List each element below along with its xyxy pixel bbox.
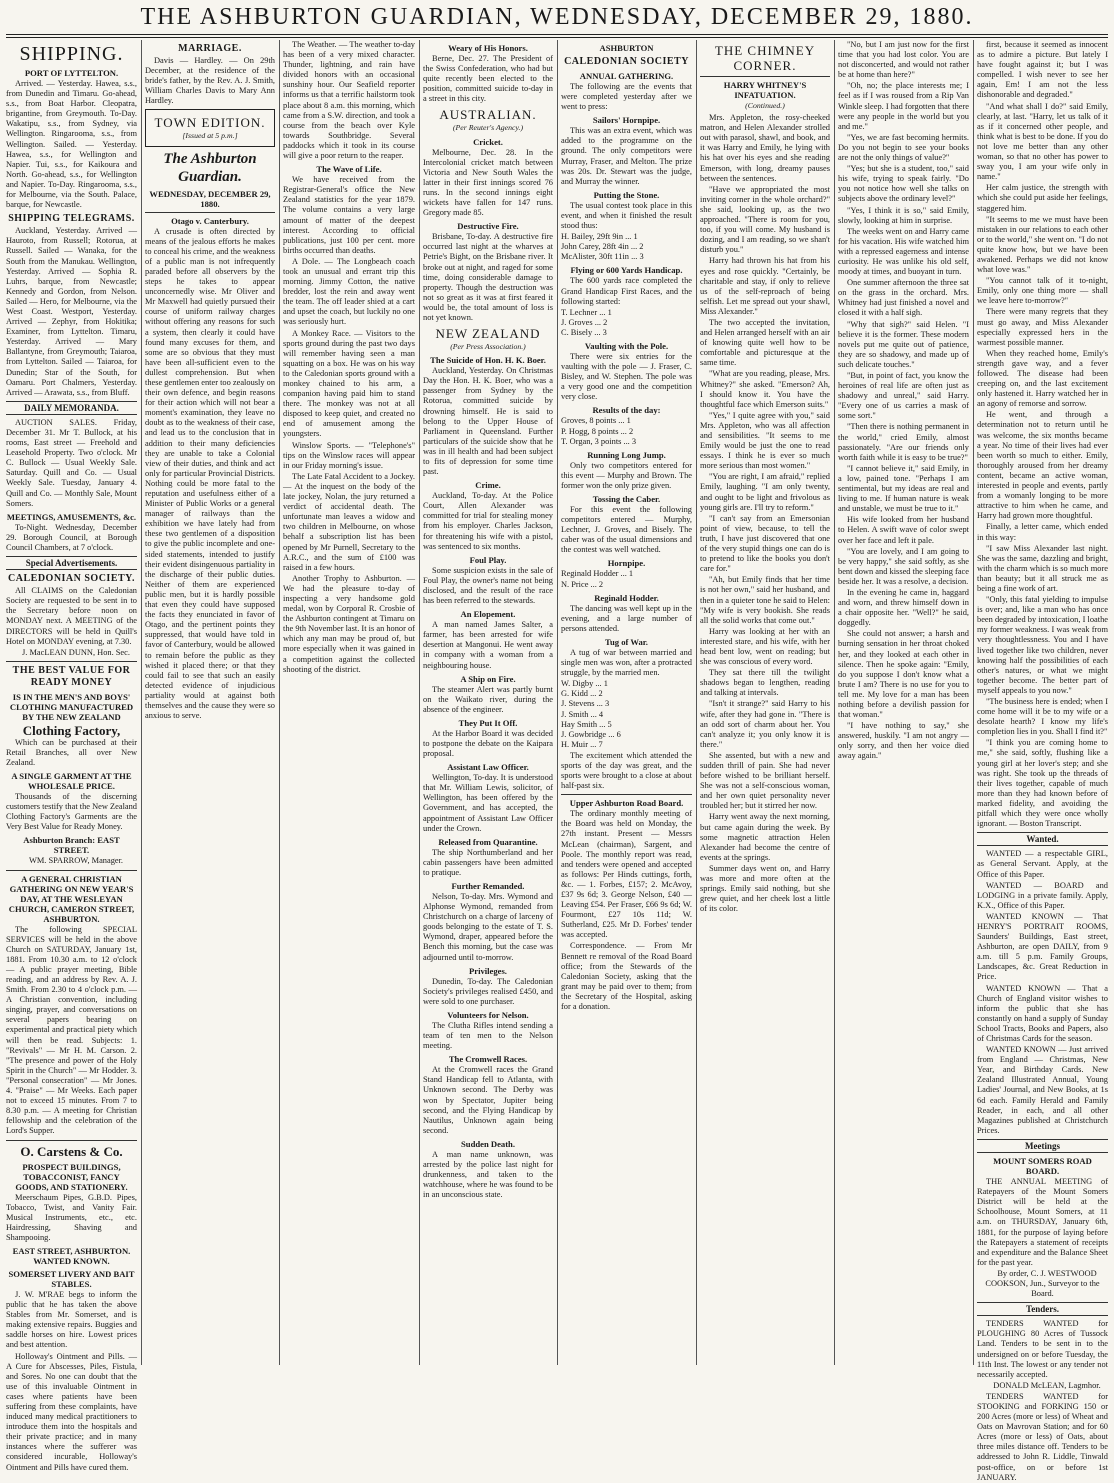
dateline: WEDNESDAY, DECEMBER 29, 1880. [149,188,271,209]
elopement-text: A man named James Salter, a farmer, has been arrested for wife desertion at Mangonui. He went away in company with a woman from a neighbouring house. [423,620,553,670]
story-paragraph: "I cannot believe it," said Emily, in a low, pained tone. "Perhaps I am sentimental, but my ideas are real and living to me. If human nature is weak and unstable, we must be true to it." [838,463,969,514]
assistant-title: Assistant Law Officer. [447,762,529,773]
carstens-sub: PROSPECT BUILDINGS, TOBACCONIST, FANCY GOODS, AND STATIONERY. [15,1161,128,1192]
column-1 [6,40,137,1472]
shipping-text: Arrived. — Yesterday. Hawea, s.s., from Dunedin and Timaru. Go-ahead, s.s., from Boat Harbor. Cleopatra, brigantine, from Greymouth. To-Day. Wakatipu, s.s., from Sydney, via Wellington. Ringarooma, s.s., from Wellington. Sailed. — Yesterday. Hawea, s.s., for Wellington and Napier. Tui, s.s., for Kaikoura and North. Go-ahead, s.s., for Wellington and Napier. To-Day. Ringarooma, s.s., for Melbourne, via the South. Palace, barque, for Newcastle. [6,79,137,210]
story-paragraph: first, because it seemed as innocent as to admire a picture. But lately I have fought against it; but I was compelled. I wish never to see her again, Em! I am not the less dishonorable and degraded." [977,40,1108,100]
manager-sign: WM. SPARROW, Manager. [28,856,124,866]
sailors-title: Sailors' Hornpipe. [592,115,661,126]
privileges-text: Dunedin, To-day. The Caledonian Society's privileges realised £450, and were sold to one purchaser. [423,976,553,1006]
result-row: H. Bailey, 29ft 9in ... 1 [561,232,638,242]
story-paragraph: There were many regrets that they must go away, and Miss Alexander especially expressed hers in the warmest possible manner. [977,307,1108,347]
elopement-title: An Elopement. [460,609,516,620]
remanded-text: Nelson, To-day. Mrs. Wymond and Alphonse Wymond, remanded from Christchurch on a charge of larceny of goods belonging to the estate of T. S. Wymond, draper, appeared before the Bench this morning, but the case was adjourned until to-morrow. [423,892,553,962]
story-paragraph: "Have we appropriated the most inviting corner in the whole orchard?" she said, looking up, as the two approached. "There is room for you, too, if you will come. My husband is dozing, and I am reading, so we shan't disturb you." [700,184,830,255]
cricket-text: Melbourne, Dec. 28. In the Intercolonial cricket match between Victoria and New South Wales the latter in their first innings scored 76 runs. In the second innings eight wickets have fallen for 147 runs. Gregory made 85. [423,147,553,218]
reel-text: The dancing was well kept up in the evening, and a large number of persons attended. [561,603,692,633]
road-board-title: Upper Ashburton Road Board. [569,798,684,809]
foul-text: Some suspicion exists in the sale of Foul Play, the owner's name not being disclosed, and the result of the race has been referred to the stewards. [423,565,553,606]
column-6 [700,40,830,1365]
ship-text: The steamer Alert was partly burnt on the Waikato river, during the absence of the engineer. [423,684,553,714]
quarantine-text: The ship Northumberland and her cabin passengers have been admitted to pratique. [423,847,553,877]
mens-boys: IS IN THE MEN'S AND BOYS' CLOTHING MANUFACTURED BY THE NEW ZEALAND [9,691,134,722]
australian-sub: (Per Reuter's Agency.) [452,123,524,133]
marriage-heading: MARRIAGE. [178,43,242,54]
column-rule [973,40,974,1365]
town-edition-box [145,109,275,146]
wanted-ad: WANTED KNOWN — That HENRY'S PORTRAIT ROOMS, Saunders' Buildings, East street, Ashburton, are open DAILY, from 9 a.m. till 5 p.m. Family Groups, Landscapes, &c. Great Reduction in Price. [977,911,1108,982]
column-rule [419,40,420,1365]
story-paragraph: "I saw Miss Alexander last night. She was the same, dazzling and bright, with the charm which is so much more than beauty; but it all struck me as being a fine work of art. [977,543,1108,593]
story-paragraph: When they reached home, Emily's strength gave way, and a fever followed. The disease had been creeping on, and the last excitement only hastened it. Harry watched her in an agony of remorse and sorrow. [977,348,1108,409]
putting-title: Putting the Stone. [593,189,660,200]
masthead: THE ASHBURTON GUARDIAN, WEDNESDAY, DECEMBER 29, 1880. [140,4,974,30]
shipping-port: PORT OF LYTTELTON. [24,68,119,78]
races-title: The Cromwell Races. [448,1054,528,1065]
crime-title: Crime. [475,480,501,491]
column-8 [977,40,1108,1482]
long-jump-text: Only two competitors entered for this event — Murphy and Brown. The former won the only prize given. [561,460,692,490]
column-rule [141,40,142,1365]
single-garment: A SINGLE GARMENT AT THE WHOLESALE PRICE. [11,771,132,792]
story-paragraph: "What are you reading, please, Mrs. Whitney?" she asked. "Emerson? Ah, I should know it. You have the thoughtful face which Emerson suits." [700,369,830,409]
clothing-text: Which can be purchased at their Retail Branches, all over New Zealand. [6,737,137,767]
livery-heading: EAST STREET, ASHBURTON. WANTED KNOWN. [12,1245,131,1266]
long-jump-title: Running Long Jump. [587,449,666,460]
divider [561,794,692,795]
carstens-text: Meerschaum Pipes, G.B.D. Pipes, Tobacco, Twist, and Vanity Fair. Musical Instruments, etc., etc. Hairdressing, Shaving and Shampooing. [6,1192,137,1242]
shipping-heading: SHIPPING. [19,43,124,65]
reel-title: Reginald Hodder. [594,592,659,603]
meeting-ad-text: THE ANNUAL MEETING of Ratepayers of the Mount Somers District will be held at the Schoolhouse, Mount Somers, at 11 a.m. on THURSDAY, January 6th, 1881, for the purpose of laying before the Ratepayers a statement of receipts and expenditure and the Balance Sheet for the past year. [977,1177,1108,1267]
story-paragraph: Harry had thrown his hat from his eyes and rose quickly. "Certainly, be charitable and stay, if only to relieve us of the self-reproach of being selfish. Let me spread out your shawl, Miss Alexander." [700,256,830,316]
divider [700,76,830,77]
road-board-text: The ordinary monthly meeting of the Board was held on Monday, the 27th instant. Present — Messrs McLean (chairman), Sargent, and Poole. The monthly report was read, and tenders were opened and accepted as follows: Per Hinds cuttings, forth, &c. — 1. Forbes, £157; 2. McAvoy, £37 9s 6d; 3. George Nelson, £40 — Leaving £54. Per Fraser, £66 9s 6d; W. Fourmont, £27 10s 11d; W. Sutherland, £25. Mr D. Forbes' tender was accepted. [561,809,692,940]
suicide-title: The Suicide of Hon. H. K. Boer. [430,355,546,366]
suicide-text: Auckland, Yesterday. On Christmas Day the Hon. H. K. Boer, who was a passenger from Sydney by the Rotorua, committed suicide by drowning himself. He is said to belong to the Upper House of Parliament in Queensland. Further particulars of the suicide show that he was in ill health and had been subject to fits of depression for some time past. [423,366,553,477]
fatal-text: The Late Fatal Accident to a Jockey. — At the inquest on the body of the late jockey, Nolan, the jury returned a verdict of accidental death. The unfortunate man leaves a widow and two children in Melbourne, on whose behalf a subscription list has been opened by Mr Purnell, Secretary to the A.R.C., and the sum of £100 was raised in a few hours. [283,471,415,572]
dole-text: A Dole. — The Longbeach coach took an unusual and errant trip this morning. Jimmy Cotton, the native bredder, lost the rein and away went the team. The off leader shied at a cart and upset the coach, but luckily no one was seriously hurt. [283,256,415,327]
holloway-text: Holloway's Ointment and Pills. — A Cure for Abscesses, Piles, Fistula, and Sores. No one can doubt that the use of this invaluable Ointment in cases where patients have been suffering from these complaints, have induced many medical practitioners to introduce them into the hospitals and their private practice; and in many instances where the sufferer was considered incurable, Holloway's Ointment and Pills have cured them. [6,1351,137,1472]
column-rule [834,40,835,1365]
gathering-heading: ANNUAL GATHERING. [579,71,674,81]
column-2 [145,40,275,1365]
tug-text: A tug of war between married and single men was won, after a protracted struggle, by the married men. [561,647,692,678]
story-paragraph: "Yes; but she is a student, too," said his wife, trying to speak fairly. "Do you not notice how well she talks on subjects above the ordinary level?" [838,164,969,204]
wanted-ad: WANTED — BOARD and LODGING in a private family. Apply, K.X., Office of this Paper. [977,880,1108,910]
masthead-rule [6,34,1108,35]
column-rule [279,40,280,1365]
story-paragraph: "Oh, no; the place interests me; I feel as if I was roused from a Rip Van Winkle sleep. I had forgotten that there were any people in the world but you and me." [838,81,969,131]
meetings-heading: MEETINGS, AMUSEMENTS, &c. [6,511,137,522]
meeting-ad-heading: MOUNT SOMERS ROAD BOARD. [993,1156,1092,1177]
wanted-ad: WANTED KNOWN — Just arrived from England — Christmas, New Year, and Birthday Cards. New Zealand Illustrated Annual, Young Ladies' Journal, and New Books, at 1s 6d each. Family Herald and Family Reader, in each, and all other Magazines published at Christchurch Prices. [977,1045,1108,1135]
caledonian-sign: J. MacLEAN DUNN, Hon. Sec. [22,647,130,657]
story-paragraph: She assented, but with a new and sudden thrill of pain. She had never before wished to be brilliant herself. She was not a self-conscious woman, and her own quiet personality never troubled her; but it stirred her now. [700,750,830,811]
column-7 [838,40,969,1365]
volunteers-text: The Clutha Rifles intend sending a team of ten men to the Nelson meeting. [423,1020,553,1051]
story-continued: (Continued.) [745,101,785,110]
tender-ad: TENDERS WANTED for PLOUGHING 80 Acres of Tussock Land. Tenders to be sent in to the undersigned on or before Tuesday, the 11th Inst. The lowest or any tender not necessarily accepted. [977,1319,1108,1379]
closing-text: The excitement which attended the sports of the day was great, and the sports were brought to a close at about half-past six. [561,750,692,791]
quarantine-title: Released from Quarantine. [438,836,538,847]
column-rule [696,40,697,1365]
tender-ad: TENDERS WANTED for STOOKING and FORKING 150 or 200 Acres (more or less) of Wheat and Oats on Mavrovan Station; and for 60 Acres (more or less) of Oats, about three miles distance off. Tenders to be addressed to John R. Liddle, Tinwald post-office, on or before 1st JANUARY. [977,1391,1108,1482]
winslow-text: Winslow Sports. — "Telephone's" tips on the Winslow races will appear in our Friday morning's issue. [283,440,415,470]
story-paragraph: "You cannot talk of it to-night, Emily, only one thing more — shall we leave here to-morrow?" [977,276,1108,306]
fire-text: Brisbane, To-day. A destructive fire occurred last night at the wharves at Petrie's Bight, on the Brisbane river. It broke out at night, and raged for some time, doing considerable damage to property. Though the destruction was not so great as it was at first feared it would be, the total amount of loss is not yet known. [423,232,553,322]
result-row: McAlister, 30ft 11in ... 3 [561,252,644,262]
assistant-text: Wellington, To-day. It is understood that Mr. William Lewis, solicitor, of Wellington, has been offered by the Government, and has accepted, the appointment of Assistant Law Officer under the Crown. [423,773,553,833]
wanted-heading: Wanted. [977,832,1108,846]
story-paragraph: "It seems to me we must have been mistaken in our relations to each other or to the world," she went on. "I do not quite know how, but we have been awakened. Perhaps we did not know what love was." [977,214,1108,275]
caber-text: For this event the following competitors entered — Murphy, Lechner, J. Groves, and Bisely. The caber was of the usual dimensions and the contest was well watched. [561,505,692,555]
ship-title: A Ship on Fire. [460,673,516,684]
issued-time: [Issued at 5 p.m.] [182,131,238,141]
races-text: At the Cromwell races the Grand Stand Handicap fell to Atlanta, with Unknown second. The Derby was won by Spectator, Jupiter being second, and the Flying Handicap by Nautilus, Unknown again being second. [423,1065,553,1135]
society-heading: CALEDONIAN SOCIETY [564,56,689,67]
result-row: Reginald Hodder ... 1 [561,569,634,579]
story-paragraph: "Yes, I think it is so," said Emily, slowly, looking at him in surprise. [838,205,969,225]
memoranda-heading: DAILY MEMORANDA. [6,401,137,415]
story-paragraph: One summer afternoon the three sat on the grass in the orchard. Mrs. Whitney had just finished a novel and closed it with a half sigh. [838,278,969,318]
christian-text: The following SPECIAL SERVICES will be held in the above Church on SATURDAY, January 1st, 1881. From 10.30 a.m. to 12 o'clock — A public prayer meeting, Bible reading, and an address by Rev. A. J. Smith. From 2.30 to 4 o'clock p.m. — A Christian convention, including singing, prayer, and conversations on several papers bearing on experimental and practical piety which will then be read. Subjects: 1. "Revivals" — Mr H. M. Carson. 2. "The presence and power of the Holy Spirit in the Church" — Mr Hodder. 3. "Personal consecration" — Mr Jones. 4. "Praise" — Mr Weeks. Each paper not to exceed 15 minutes. From 7 to 8.30 p.m. — A meeting for Christian fellowship and the celebration of the Lord's Supper. [6,924,137,1136]
wave-title: The Wave of Life. [316,164,382,175]
cricket-title: Cricket. [473,136,503,147]
tender-ad-sign: DONALD McLEAN, Lagmhor. [993,1380,1101,1390]
story-paragraph: Finally, a letter came, which ended in this way: [977,522,1108,542]
result-row: J. Stevens ... 3 [561,699,610,709]
result-row: P. Hogg, 8 points ... 2 [561,426,634,436]
story-paragraph: Her calm justice, the strength with which she could put aside her feelings, staggered him. [977,183,1108,213]
nz-sub: (Per Press Association.) [450,342,526,352]
column-4 [423,40,553,1365]
wanted-ad: WANTED KNOWN — That a Church of England visitor wishes to inform the public that she has constantly on hand a supply of Sunday School Tracts, Books and Papers, also of Christmas Cards for the season. [977,983,1108,1043]
ashburton-branch: Ashburton Branch: EAST STREET. [23,835,120,856]
story-paragraph: "No, but I am just now for the first time that you had lost color. You are not disconcerted, and would not rather be at home than here?" [838,40,969,80]
flag-results [561,679,692,750]
result-row: J. Gowbridge ... 6 [561,729,621,739]
story-paragraph: "Yes, we are fast becoming hermits. Do you not begin to see your books are not the only things of value?" [838,132,969,163]
story-title: HARRY WHITNEY'S INFATUATION. [723,80,807,100]
vaulting-title: Vaulting with the Pole. [584,340,669,351]
ashburton-label: ASHBURTON [599,43,654,53]
story-paragraph: Summer days went on, and Harry was more and more often at the springs. Emily said nothing, but she grew quiet, and her cheek lost a little of its color. [700,863,830,914]
caledonian-text: All CLAIMS on the Caledonian Society are requested to be sent in to the Secretary before noon on MONDAY next. A MEETING of the DIRECTORS will be held in Quill's Hotel on MONDAY evening, at 7.30. [6,586,137,646]
telegrams-heading: SHIPPING TELEGRAMS. [8,213,135,225]
paper-name: The Ashburton Guardian. [163,150,257,185]
trophy-text: Another Trophy to Ashburton. — We had the pleasure to-day of inspecting a very handsome gold medal, won by Corporal R. Crosbie of the Ashburton contingent at Timaru on the 9th November last. It is an honor of which any man may be proud of, but more especially when it was gained in a competition against the collected shooting of the district. [283,573,415,674]
story-paragraph: The weeks went on and Harry came for his vacation. His wife watched him with a repressed eagerness and intense curiosity. He was unlike his old self, moody at times, and buoyant in turn. [838,226,969,277]
divider [145,212,275,213]
sailors-text: This was an extra event, which was added to the programme on the ground. The only competitors were Murray, Fraser, and Melton. The prize was 20s. Dr. Stewart was the judge, and Murray the winner. [561,126,692,186]
wave-text: We have received from the Registrar-General's office the New Zealand statistics for the year 1879. The volume contains a very large amount of matter of the deepest interest. According to official publications, just 100 per cent. more births occurred than deaths. [283,175,415,255]
story-paragraph: He went, and through a determination not to return until he was welcome, the six months became a year. No time of their lives had ever been worth so much to either. Emily, thoroughly aroused from her dreamy content, became an active woman, interested in people and events, partly from a womanly longing to be more attractive to him when he came, and Harry had grown more thoughtful. [977,410,1108,521]
masthead-rule-2 [6,37,1108,38]
correspondence-text: Correspondence. — From Mr Bennett re removal of the Road Board office; from the Stewards of the Caledonian Society, asking that the grant may be paid over to them; from the Secretary of the Hospital, asking for a donation. [561,941,692,1012]
australian-heading: AUSTRALIAN. [439,107,537,123]
result-row: C. Bisely ... 3 [561,327,607,337]
livery-sub: SOMERSET LIVERY AND BAIT STABLES. [8,1268,135,1289]
story-paragraph: "Only, this fatal yielding to impulse is over; and, like a man who has once been degraded by intoxication, I loathe my former weakness. I was weak from very thoughtlessness. You and I have lived together like two children, never knowing half the possibilities of each other's natures, or what we might together become. The better part of myself appeals to you now." [977,595,1108,695]
story-paragraph: Harry was looking at her with an interested stare, and his wife, with her head bent low, went on reading; but she was conscious of every word. [700,626,830,667]
livery-text: J. W. M'RAE begs to inform the public that he has taken the above Stables from Mr. Somerset, and is making extensive repairs. Buggies and saddle horses on hire. Lowest prices and best attention. [6,1289,137,1350]
meetings-text: To-Night. Wednesday, December 29. Borough Council, at Borough Council Chambers, at 7 o'clock. [6,522,137,552]
divider [6,1140,137,1141]
sudden-title: Sudden Death. [461,1138,515,1149]
story-paragraph: "Isn't it strange?" said Harry to his wife, after they had gone in. "There is an odd sort of charm about her. You can't analyze it; you only know it is there." [700,699,830,749]
story-paragraph: In the evening he came in, haggard and worn, and threw himself down in a chair opposite her. "Well?" he said, doggedly. [838,587,969,628]
tug-title: Tug of War. [605,636,648,647]
meetings-heading: Meetings [977,1139,1108,1153]
vaulting-text: There were six entries for the vaulting with the pole — J. Fraser, C. Bisley, and W. Stephen. The pole was a very good one and the competition very close. [561,351,692,402]
hornpipe-title: Hornpipe. [607,558,646,569]
christian-heading: A GENERAL CHRISTIAN GATHERING ON NEW YEAR'S DAY, AT THE WESLEYAN CHURCH, CAMERON STREET, ASHBURTON. [8,873,135,924]
result-row: Groves, 8 points ... 1 [561,416,631,426]
nz-heading: NEW ZEALAND [435,326,541,342]
put-off-text: At the Harbor Board it was decided to postpone the debate on the Kaipara proposal. [423,728,553,759]
result-row: J. Smith ... 4 [561,709,604,719]
crime-text: Auckland, To-day. At the Police Court, Allen Alexander was committed for trial for stealing money from his employer. Charles Jackson, for threatening his wife with a pistol, was sentenced to six months. [423,491,553,551]
divider [6,870,137,871]
story-paragraph: "Yes," I quite agree with you," said Mrs. Appleton, who was all affection and sensibilities. "It seems to me Emily would be just the one to read essays. I think he is ever so much more serious than most women." [700,410,830,471]
handicap-results [561,308,692,338]
story-paragraph: "You are lovely, and I am going to be very happy," she said softly, as she bent down and kissed the sleeping face beside her. It was a resolve, a decision. [838,546,969,586]
column-5 [561,40,692,1365]
results-title: Results of the day: [592,405,661,416]
wanted-ad: WANTED — a respectable GIRL, as General Servant. Apply, at the Office of this Paper. [977,849,1108,879]
story-paragraph: Mrs. Appleton, the rosy-cheeked matron, and Helen Alexander strolled out with parasol, shawl, and book, and it was Harry and Emily, he lying with his hat over his eyes and she reading Emerson, with long, dreamy pauses between the sentences. [700,113,830,183]
clothing-text-2: Thousands of the discerning customers testify that the New Zealand Clothing Factory's Garments are the Very Best Value for Ready Money. [6,792,137,832]
memoranda-text: AUCTION SALES. Friday, December 31. Mr T. Bullock, at his rooms, East street — Freehold and Leasehold Property. Two o'clock. Mr C. Bullock — Usual Weekly Sale. Saturday. Quill and Co. — Usual Weekly Sale. Tuesday, January 4. Quill and Co. — Monthly Sale, Mount Somers. [6,417,137,508]
result-row: W. Digby ... 1 [561,679,608,689]
story-paragraph: She could not answer; a harsh and burning sensation in her throat choked her, and they looked at each other in silence. Then he spoke again: "Emily, do you suppose I don't know what a brute I am? There is no use for you to tell me. My love for a man has been nothing before a devilish passion for that woman." [838,629,969,720]
story-paragraph: "You are right, I am afraid," replied Emily, laughing. "I am only twenty, and ought to be light and frivolous as young girls are. I'll try to reform." [700,472,830,512]
putting-results [561,232,692,262]
story-paragraph: "I think you are coming home to me," she said, softly, flushing like a young girl at her lover's step; and she was right. She took up the threads of their lives together, capable of much more than they had known before of marked fidelity, and avoiding the pitfall which they were once wholly ignorant. — Boston Transcript. [977,738,1108,829]
result-row: J. Groves ... 2 [561,317,608,327]
hornpipe-results [561,569,692,589]
weather-text: The Weather. — The weather to-day has been of a very mixed character. Thunder, lightning, and rain have divided honors with an occasional sunshiny hour. Our Seafield reporter informs us that a terrific hailstorm took place about 8 a.m. this morning, which came from a S.W. direction, and took a course from the beach over Kyle towards Southbridge. Several paddocks which it took in its course will give a poor return to the reaper. [283,40,415,161]
handicap-text: The 600 yards race completed the Grand Handicap First Races, and the following started: [561,276,692,306]
result-row: Hay Smith ... 5 [561,719,612,729]
story-paragraph: "I can't say from an Emersonian point of view, because, to tell the truth, I have just discovered that one of the very stupid things one can do is to pretend to like the books you don't care for." [700,513,830,574]
story-paragraph: "The business here is ended; when I come home will it be to my wife or a desolate hearth? I know my life's completion lies in you. Shall I find it?" [977,697,1108,737]
privileges-title: Privileges. [469,965,507,976]
column-3 [283,40,415,1365]
story-paragraph: His wife looked from her husband to Helen. A swift wave of color swept over her face and left it pale. [838,515,969,545]
story-paragraph: They sat there till the twilight shadows began to lengthen, reading and talking at intervals. [700,668,830,698]
result-row: T. Organ, 3 points ... 3 [561,436,637,446]
result-row: H. Muir ... 7 [561,739,603,749]
best-value: THE BEST VALUE FOR READY MONEY [12,664,131,688]
story-paragraph: "But, in point of fact, you know the heroines of real life are often just as shadowy and unreal," said Harry. "Every one of us carries a mask of some sort." [838,371,969,421]
story-paragraph: "Why that sigh?" said Helen. "I believe it is the former. These modern novels put me quite out of patience, they are so shadowy, and made up of such delicate touches." [838,319,969,369]
wearied-title: Weary of His Honors. [448,43,528,53]
result-row: John Carey, 28ft 4in ... 2 [561,242,644,252]
story-paragraph: "And what shall I do?" said Emily, clearly, at last. "Harry, let us talk of it as if it concerned other people, and think what is best to be done. If you do not love me better than any other woman, so that no other has power to sway you, I am your wife only in name." [977,101,1108,182]
wearied-text: Berne, Dec. 27. The President of the Swiss Confederation, who had but quite recently been elected to the position, committed suicide to-day in a street in this city. [423,54,553,104]
monkey-race-text: A Monkey Race. — Visitors to the sports ground during the past two days will remember having seen a man squatting on a box. He was on his way to the Caledonian sports ground with a monkey chained to his arm, a companion having paid him to stand there. The monkey was not at all disposed to keep quiet, and created no end of amusement among the youngsters. [283,328,415,439]
put-off-title: They Put It Off. [458,717,518,728]
volunteers-title: Volunteers for Nelson. [447,1009,529,1020]
caber-title: Tossing the Caber. [592,494,661,504]
divider [6,661,137,662]
article-title: Otago v. Canterbury. [171,215,249,226]
gathering-intro: The following are the events that were completed yesterday after we went to press: [561,82,692,112]
handicap-title: Flying or 600 Yards Handicap. [570,265,683,276]
article-text: A crusade is often directed by means of the jealous efforts he makes to conceal his crime, and the weakness of a public man is not infrequently paraded before all observers by the steps he takes to appear unconcernedly wise. Mr Oliver and Mr Maxwell had quietly pursued their course of uniform railway charges without offering any reasons for such a system, then clearly it could have found many excuses for them, and some are so obvious that they must have been all-sufficient even to the dullest comprehension. But when these gentlemen enter too zealously on their own defence, and begin reasons for their action which will not bear a moment's examination, they leave no doubt as to the weakness of their case, and lead us to the conclusion that in addition to their many deficiencies they are unable to take a Colonial view of their duties, and think and act only for particular Provincial Districts. Nothing could be more fatal to the reputation and usefulness either of a Minister of Public Works or a general manager of railways than the exhibition we have lately had from these two gentlemen of a disposition to give the public incomplete and one-sided statements, intended to justify their evident disingenuous partiality in the discharge of their public duties. Neither of them are experienced public men, but it is hardly possible that even they could have supposed the facts they enunciated in favor of Otago, and the pertinent points they suppressed, that would have told in favor of Canterbury, would be allowed to remain before the public as they wished it placed there; or that they could fail to see that such an easily detected evidence of injudicious partiality would at against both themselves and the cause they were so anxious to serve. [145,226,276,721]
result-row: T. Lechner ... 1 [561,307,612,317]
chimney-corner-heading: THE CHIMNEY CORNER. [714,43,816,73]
meeting-ad-sign: By order, C. J. WESTWOOD COOKSON, Jun., Surveyor to the Board. [985,1268,1100,1299]
story-paragraph: "Then there is nothing permanent in the world," cried Emily, almost passionately. "Are our friends only worth faith while it is easy to be true?" [838,422,969,462]
special-heading: Special Advertisements. [6,556,137,570]
story-paragraph: The two accepted the invitation, and Helen arranged herself with an air of knowing quite well how to be comfortable and picturesque at the same time. [700,317,830,368]
fire-title: Destructive Fire. [457,221,519,232]
town-edition: TOWN EDITION. [154,115,266,131]
caledonian-heading: CALEDONIAN SOCIETY. [8,573,135,585]
marriage-text: Davis — Hardley. — On 29th December, at the residence of the bride's father, by the Rev. A. J. Smith, William Charles Davis to Mary Ann Hardley. [145,56,275,106]
result-row: G. Kidd ... 2 [561,689,603,699]
telegrams-text: Auckland, Yesterday. Arrived — Hauroto, from Russell; Rotorua, at Russell. Sailed — Wanaka, for the South from the Manukau. Wellington, Yesterday. Arrived — Sophia R. Luhrs, barque, from Newcastle; Kennedy and Gordon, from Nelson. Sailed — Hero, for Melbourne, via the West Coast. Westport, Yesterday. Arrived — Zephyr, from Hokitika; Examiner, from Lyttelton. Timaru, Yesterday. Arrived — Mary Ballantyne, from Greymouth; Taiaroa, from Lyttelton. Sailed — Taiaroa, for Dunedin; Star of the South, for Oamaru. Port Chalmers, Yesterday. Arrived — Arawata, s.s., from Bluff. [6,226,137,397]
clothing-factory: Clothing Factory, [22,722,121,738]
story-paragraph: "I have nothing to say," she answered, huskily. "I am not angry — only sorry, and then her voice died away again." [838,721,969,761]
story-paragraph: "Ah, but Emily finds that her time is not her own," said her husband, and then in a quieter tone he said to Helen: "My wife is very bookish. She reads all the solid works that come out." [700,575,830,625]
carstens-heading: O. Carstens & Co. [20,1143,123,1159]
column-rule [557,40,558,1365]
sudden-text: A man name unknown, was arrested by the police last night for drunkenness, and taken to the watchhouse, where he was found to be in an unconscious state. [423,1149,553,1200]
vaulting-results [561,416,692,446]
remanded-title: Further Remanded. [451,881,525,891]
foul-title: Foul Play. [469,554,507,565]
story-paragraph: Harry went away the next morning, but came again during the week. By some magnetic attraction Helen Alexander had become the centre of events at the springs. [700,812,830,862]
putting-text: The usual contest took place in this event, and when it finished the result stood thus: [561,200,692,231]
result-row: N. Price ... 2 [561,579,604,589]
tenders-heading: Tenders. [977,1302,1108,1316]
